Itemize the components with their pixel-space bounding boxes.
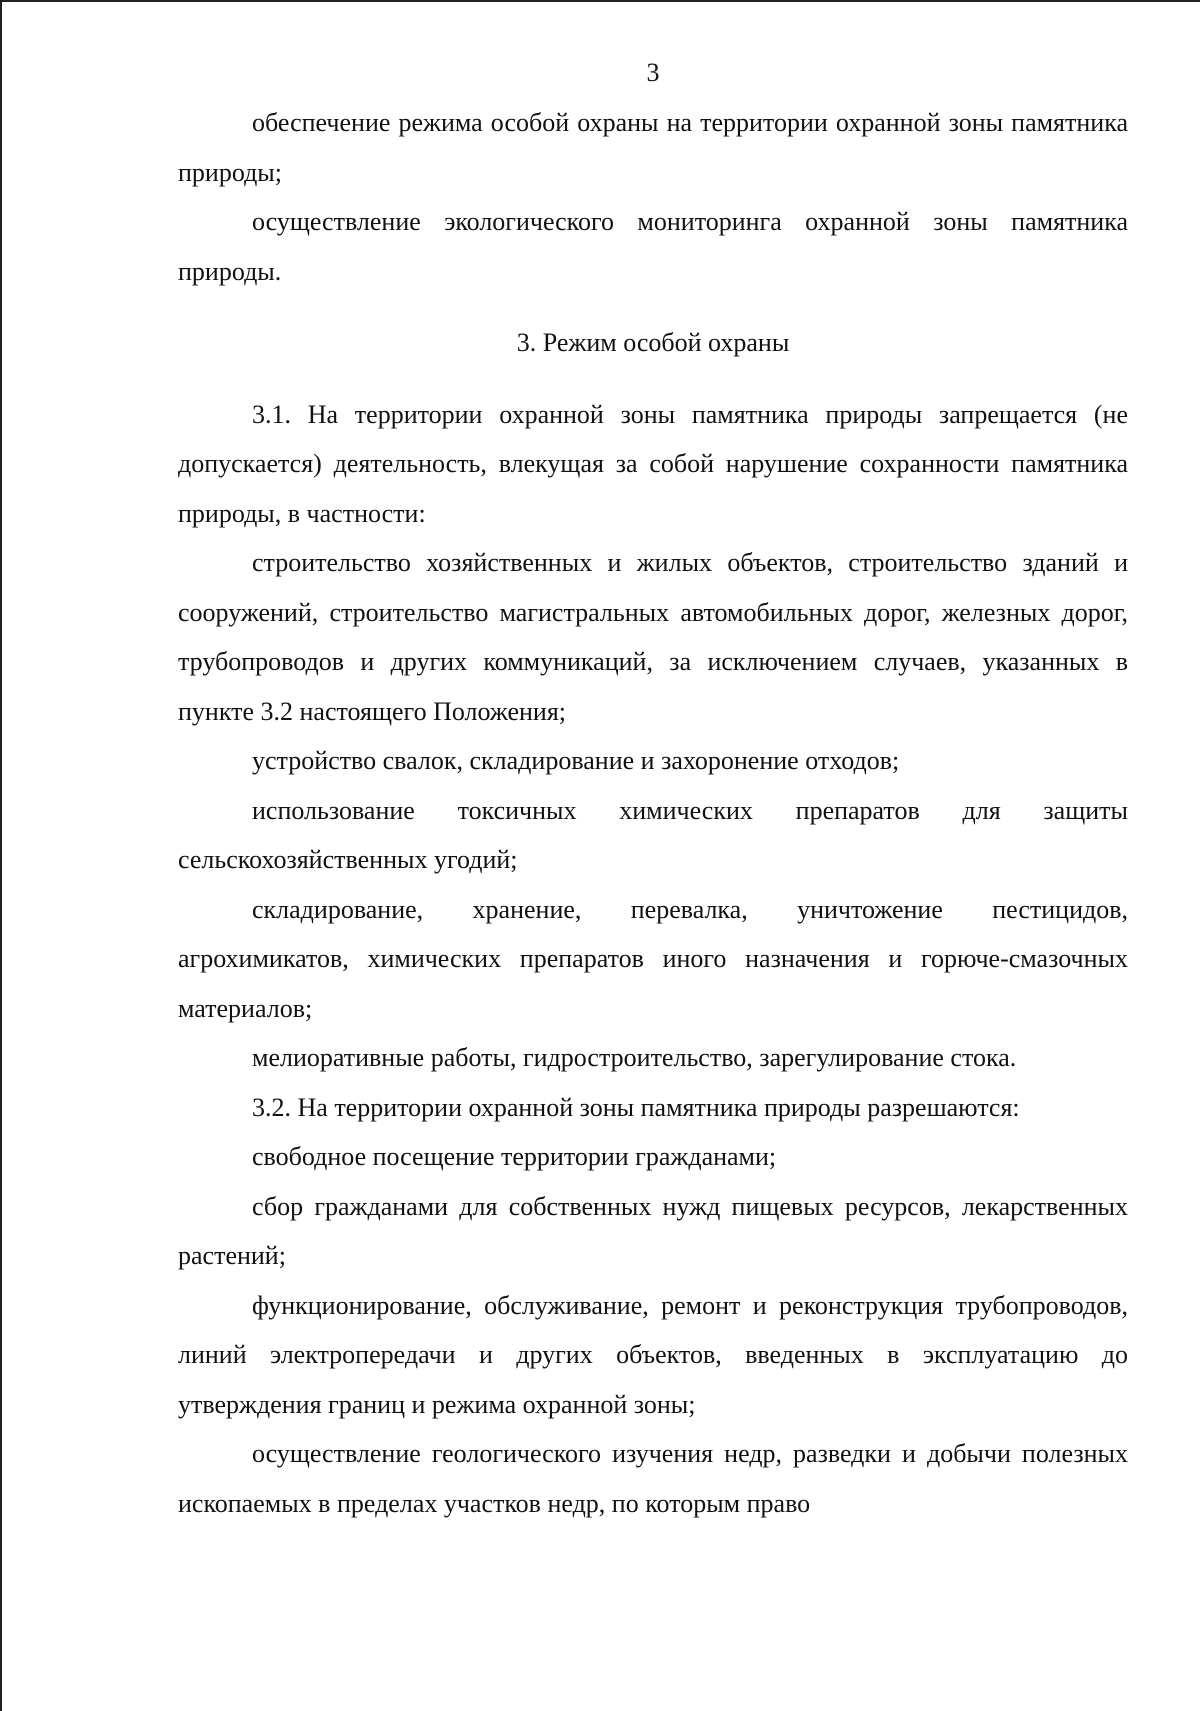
- paragraph: мелиоративные работы, гидростроительство, зарегулирование стока.: [252, 1043, 1017, 1072]
- paragraph: устройство свалок, складирование и захоронение отходов;: [252, 746, 900, 775]
- paragraph: сбор гражданами для собственных нужд пищевых ресурсов, лекарственных растений;: [178, 1191, 1128, 1270]
- paragraph: свободное посещение территории гражданами;: [252, 1142, 777, 1171]
- paragraph: осуществление геологического изучения недр, разведки и добычи полезных ископаемых в пределах участков недр, по которым право: [178, 1439, 1128, 1518]
- paragraph: обеспечение режима особой охраны на территории охранной зоны памятника природы;: [178, 108, 1128, 187]
- spacer: [178, 368, 1128, 390]
- paragraph: 3.1. На территории охранной зоны памятника природы запрещается (не допускается) деятельность, влекущая за собой нарушение сохранности памятника природы, в частности:: [178, 399, 1128, 528]
- paragraph: использование токсичных химических препаратов для защиты сельскохозяйственных угодий;: [178, 795, 1128, 874]
- scan-edge-top: [0, 0, 1200, 2]
- paragraph: функционирование, обслуживание, ремонт и реконструкция трубопроводов, линий электропередачи и других объектов, введенных в эксплуатацию до утверждения границ и режима охранной зоны;: [178, 1290, 1128, 1419]
- paragraph: осуществление экологического мониторинга охранной зоны памятника природы.: [178, 207, 1128, 286]
- paragraph: 3.2. На территории охранной зоны памятника природы разрешаются:: [252, 1092, 1020, 1122]
- section-title: 3. Режим особой охраны: [516, 328, 790, 357]
- paragraph: строительство хозяйственных и жилых объектов, строительство зданий и сооружений, строительство магистральных автомобильных дорог, железных дорог, трубопроводов и других коммуникаций, за исключением случаев, указанных в пункте 3.2 настоящего Положения;: [178, 548, 1128, 726]
- spacer: [178, 296, 1128, 318]
- paragraph: складирование, хранение, перевалка, уничтожение пестицидов, агрохимикатов, химических препаратов иного назначения и горюче-смазочных материалов;: [178, 894, 1128, 1023]
- scan-edge-left: [0, 0, 2, 1711]
- document-page: [178, 58, 1128, 1528]
- page-number: 3: [646, 58, 660, 87]
